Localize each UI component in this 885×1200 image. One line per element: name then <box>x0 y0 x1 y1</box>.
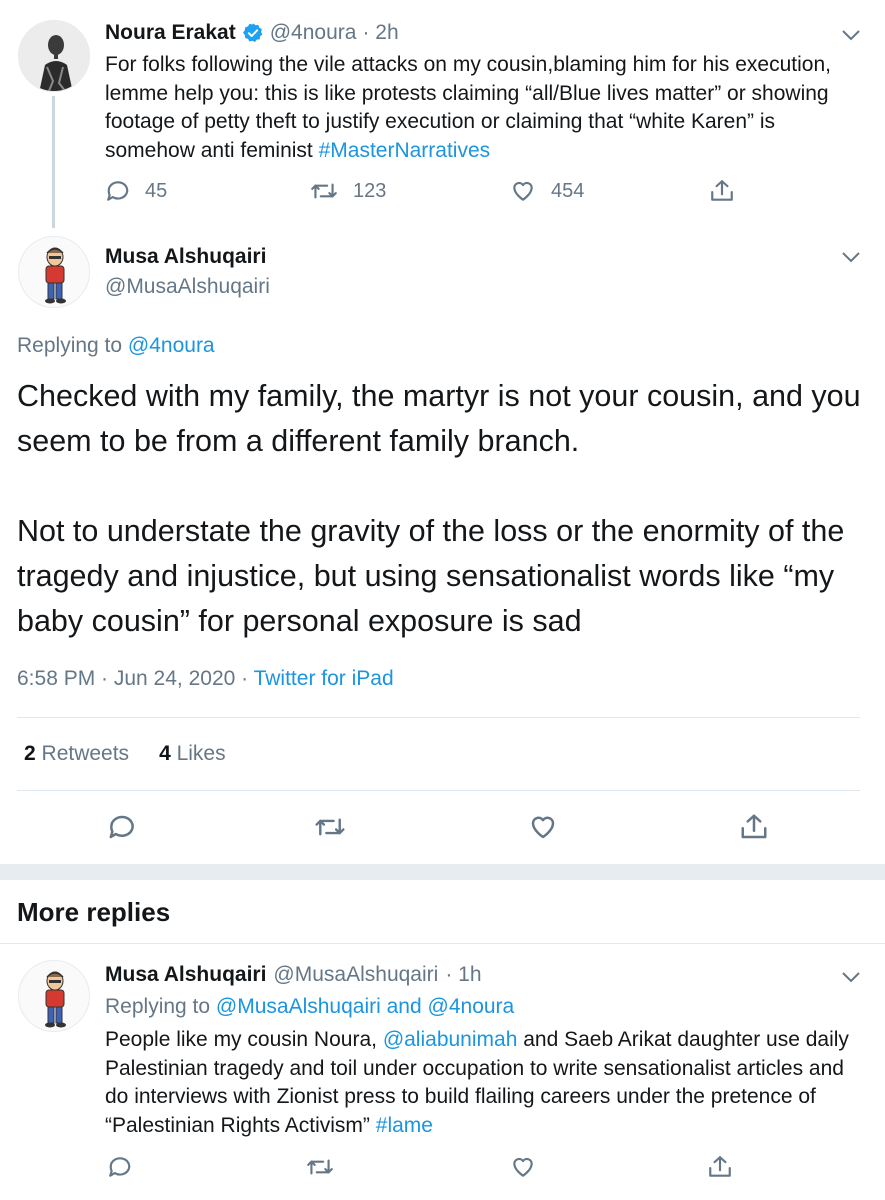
share-button[interactable] <box>709 178 735 204</box>
main-tweet-text <box>17 374 867 644</box>
likes-stat[interactable]: 4 Likes <box>159 742 226 765</box>
replying-to-link[interactable]: @4noura <box>427 995 515 1018</box>
tweet-paragraph-2: Not to understate the gravity of the loss or the enormity of the tragedy and injustice, but using sensationalist words like “my baby cousin” for personal exposure is sad <box>17 514 845 638</box>
reply-icon <box>107 812 137 842</box>
divider <box>0 943 885 944</box>
replying-to-line: Replying to @MusaAlshuqairi and @4noura <box>105 995 515 1018</box>
hashtag-link[interactable]: #lame <box>375 1113 433 1137</box>
section-separator <box>0 864 885 880</box>
retweet-button[interactable] <box>305 1154 335 1185</box>
reply-text: People like my cousin Noura, @aliabunimah and Saeb Arikat daughter use daily Palestinian tragedy and toil under occupation to write sensationalist articles and do interviews with Zionist press to build flailing careers under the pretence of “Palestinian Rights Activism” #lame <box>105 1028 849 1137</box>
chevron-down-icon[interactable] <box>841 28 861 42</box>
like-button[interactable] <box>527 812 559 847</box>
author-handle[interactable]: @MusaAlshuqairi <box>105 275 270 298</box>
author-name[interactable]: Musa Alshuqairi <box>105 245 267 268</box>
avatar-image <box>19 21 90 92</box>
tweet-time[interactable]: · 2h <box>362 21 399 44</box>
retweet-count: 123 <box>353 179 387 202</box>
author-name[interactable]: Noura Erakat <box>105 21 236 44</box>
reply-icon <box>107 1154 133 1180</box>
verified-badge-icon <box>242 22 264 44</box>
share-icon <box>707 1154 733 1180</box>
like-button[interactable] <box>509 178 584 204</box>
share-icon <box>709 178 735 204</box>
replying-label: Replying to <box>17 334 128 357</box>
tweet-text: For folks following the vile attacks on my cousin,blaming him for his execution, lemme help you: this is like protests claiming “all/Blue lives matter” or showing footage of petty theft to justify execution or claiming that “white Karen” is somehow anti feminist <box>105 53 831 162</box>
like-count: 454 <box>551 179 585 202</box>
hashtag-link[interactable]: #MasterNarratives <box>318 138 491 162</box>
avatar-musa-alshuqairi[interactable] <box>18 236 90 308</box>
more-replies-heading: More replies <box>17 897 171 927</box>
reply-button[interactable] <box>107 812 137 847</box>
retweet-icon <box>305 1154 335 1180</box>
engagement-stats <box>24 742 226 766</box>
reply-button[interactable] <box>107 1154 133 1185</box>
replying-to-link[interactable]: @4noura <box>127 334 215 357</box>
tweet-meta <box>17 667 394 691</box>
chevron-down-icon[interactable] <box>841 970 861 984</box>
share-button[interactable] <box>707 1154 733 1185</box>
share-button[interactable] <box>739 812 769 847</box>
chevron-down-icon[interactable] <box>841 250 861 264</box>
like-button[interactable] <box>509 1154 537 1185</box>
retweet-icon <box>309 178 339 204</box>
avatar-image <box>19 237 90 308</box>
tweet1-actions <box>105 176 745 210</box>
share-icon <box>739 812 769 842</box>
divider <box>17 790 860 791</box>
tweet-paragraph-1: Checked with my family, the martyr is not your cousin, and you seem to be from a different family branch. <box>17 379 861 458</box>
heart-icon <box>527 812 559 842</box>
retweets-stat[interactable]: 2 Retweets <box>24 742 130 765</box>
tweet-time[interactable]: · 1h <box>445 963 482 986</box>
avatar-image <box>19 961 90 1032</box>
replying-to-link[interactable]: @MusaAlshuqairi <box>215 995 381 1018</box>
heart-icon <box>509 178 537 204</box>
heart-icon <box>509 1154 537 1180</box>
main-tweet-actions <box>0 812 885 846</box>
reply-header <box>105 963 482 987</box>
author-handle[interactable]: @MusaAlshuqairi <box>273 963 439 986</box>
tweet1-header <box>105 21 399 45</box>
reply-actions <box>0 1154 885 1184</box>
avatar-noura-erakat[interactable] <box>18 20 90 92</box>
tweet1-text <box>105 51 865 165</box>
reply-icon <box>105 178 131 204</box>
tweet-source-link[interactable]: Twitter for iPad <box>253 667 394 690</box>
retweet-button[interactable] <box>309 178 386 204</box>
author-handle[interactable]: @4noura <box>269 21 357 44</box>
thread-connector-line <box>52 96 55 228</box>
tweet-timestamp[interactable]: 6:58 PM · Jun 24, 2020 · <box>17 667 254 690</box>
divider <box>17 717 860 718</box>
retweet-icon <box>313 812 347 842</box>
avatar-musa-alshuqairi[interactable] <box>18 960 90 1032</box>
replying-to-line <box>17 334 215 358</box>
author-name[interactable]: Musa Alshuqairi <box>105 963 267 986</box>
reply-count: 45 <box>145 179 168 202</box>
retweet-button[interactable] <box>313 812 347 847</box>
mention-link[interactable]: @aliabunimah <box>382 1028 518 1051</box>
reply-button[interactable] <box>105 178 167 204</box>
